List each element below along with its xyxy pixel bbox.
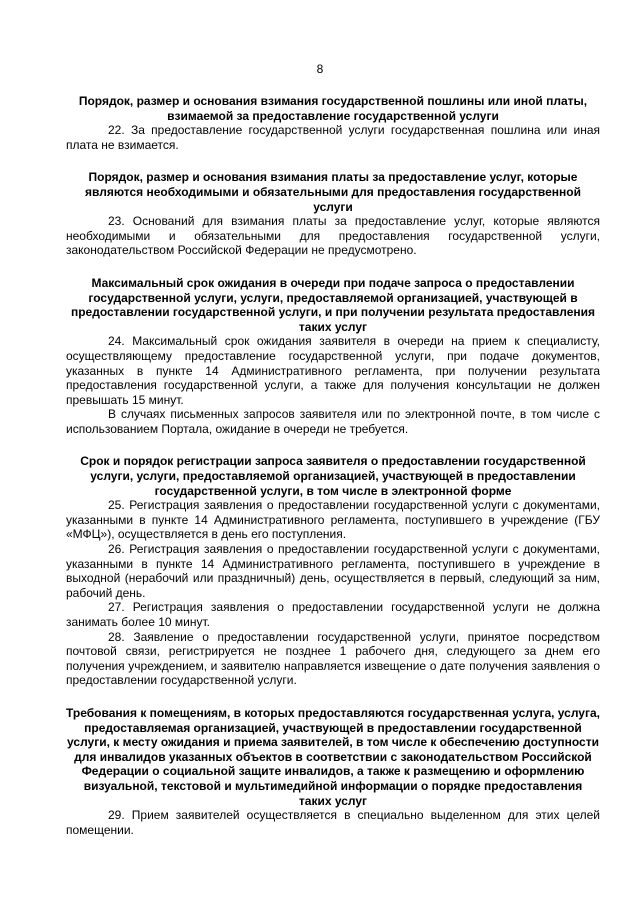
paragraph: 24. Максимальный срок ожидания заявителя в очереди на прием к специалисту, осуществляющему предоставление государственной услуги, при подаче документов, указанных в пункте 14 Административного регламента, при получении результата предоставления государственной услуги, а также для получения консультации не должен превышать 15 минут. — [66, 334, 600, 407]
paragraph: 28. Заявление о предоставлении государственной услуги, принятое посредством почтовой связи, регистрируется не позднее 1 рабочего дня, следующего за днем его получения учреждением, и заявителю направляется извещение о дате получения заявления о предоставлении государственной услуги. — [66, 629, 600, 688]
paragraph: 25. Регистрация заявления о предоставлении государственной услуги с документами, указанными в пункте 14 Административного регламента, поступившего в учреждение (ГБУ «МФЦ»), осуществляется в день его поступления. — [66, 498, 600, 542]
section-heading: Срок и порядок регистрации запроса заявителя о предоставлении государственной услуги, услуги, предоставляемой организацией, участвующей в предоставлении государственной услуги, в том числе в электронной форме — [80, 454, 586, 498]
paragraph: 29. Прием заявителей осуществляется в специально выделенном для этих целей помещении. — [66, 808, 600, 837]
section-heading: Требования к помещениям, в которых предоставляются государственная услуга, услуга, предоставляемая организацией, участвующей в предоставлении государственной услуги, к месту ожидания и приема заявителей, в том числе к обеспечению доступности для инвалидов указанных объектов в соответствии с законодательством Российской Федерации о социальной защите инвалидов, а также к размещению и оформлению визуальной, текстовой и мультимедийной информации о порядке предоставления таких услуг — [66, 705, 600, 808]
section-heading: Максимальный срок ожидания в очереди при подаче запроса о предоставлении государственной услуги, услуги, предоставляемой организацией, участвующей в предоставлении государственной услуги, и при получении результата предоставления таких услуг — [70, 275, 596, 334]
document-body — [66, 94, 600, 837]
paragraph: В случаях письменных запросов заявителя или по электронной почте, в том числе с использованием Портала, ожидание в очереди не требуется. — [66, 407, 600, 436]
section-heading: Порядок, размер и основания взимания государственной пошлины или иной платы, взимаемой за предоставление государственной услуги — [78, 94, 588, 123]
page-number: 8 — [316, 62, 324, 76]
section-heading: Порядок, размер и основания взимания платы за предоставление услуг, которые являются необходимыми и обязательными для предоставления государственной услуги — [84, 170, 582, 214]
paragraph: 22. За предоставление государственной услуги государственная пошлина или иная плата не взимается. — [66, 123, 600, 152]
paragraph: 27. Регистрация заявления о предоставлении государственной услуги не должна занимать более 10 минут. — [66, 600, 600, 629]
paragraph: 26. Регистрация заявления о предоставлении государственной услуги с документами, указанными в пункте 14 Административного регламента, поступившего в учреждение в выходной (нерабочий или праздничный) день, осуществляется в первый, следующий за ним, рабочий день. — [66, 542, 600, 600]
paragraph: 23. Оснований для взимания платы за предоставление услуг, которые являются необходимыми и обязательными для предоставления государственной услуги, законодательством Российской Федерации не предусмотрено. — [66, 214, 600, 258]
